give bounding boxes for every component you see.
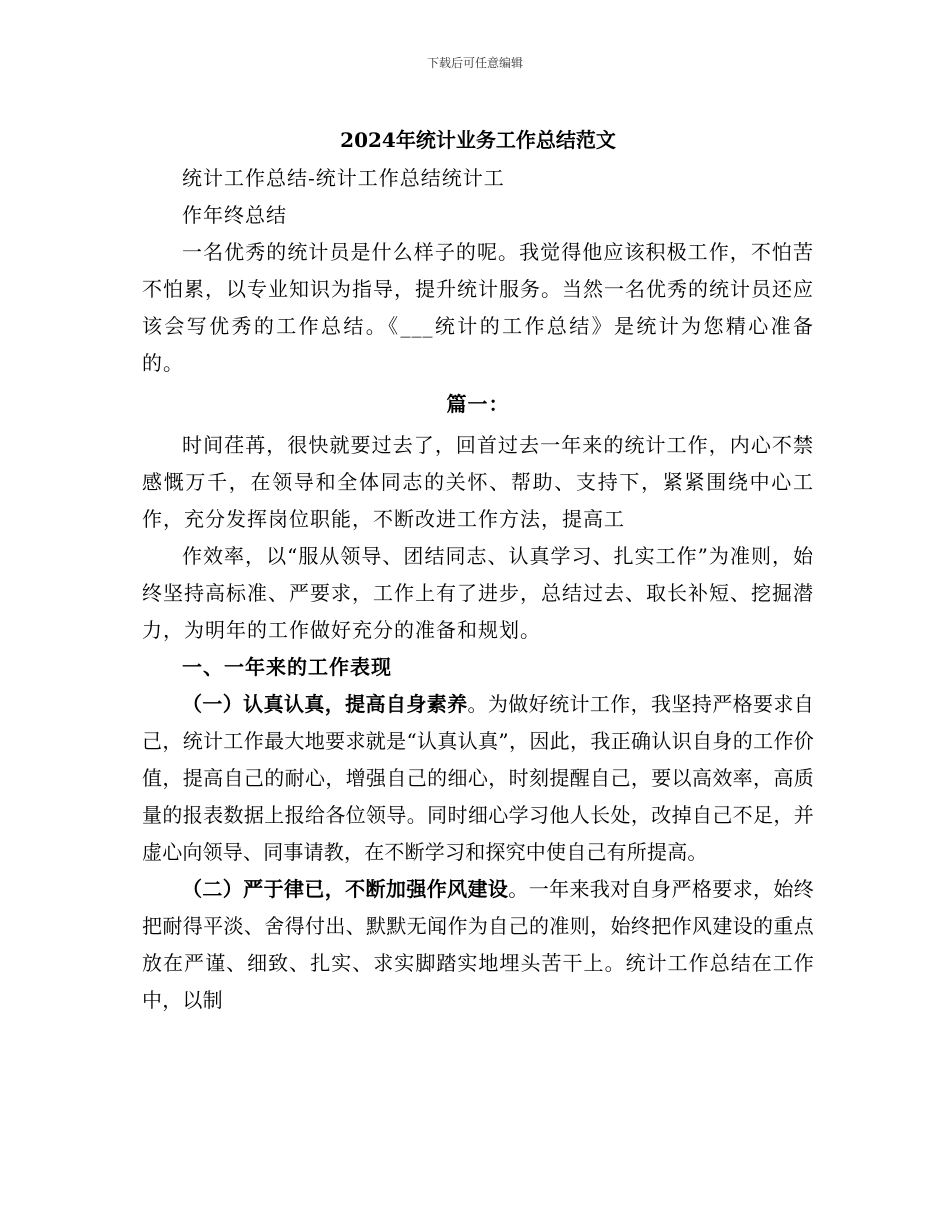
paragraph-1: 时间荏苒，很快就要过去了，回首过去一年来的统计工作，内心不禁感慨万千，在领导和全体同志的关怀、帮助、支持下，紧紧围绕中心工作，充分发挥岗位职能，不断改进工作方法，提高工 [142, 433, 814, 531]
section-heading: 篇一： [446, 392, 510, 416]
paragraph-4 [142, 871, 814, 1019]
paragraph-intro: 一名优秀的统计员是什么样子的呢。我觉得他应该积极工作，不怕苦不怕累，以专业知识为指导，提升统计服务。当然一名优秀的统计员还应该会写优秀的工作总结。《___统计的工作总结》是统计为您精心准备的。 [142, 240, 814, 375]
subheading-work-performance: 一、一年来的工作表现 [182, 655, 392, 679]
paragraph-3-body: 。为做好统计工作，我坚持严格要求自己，统计工作最大地要求就是“认真认真”，因此，我正确认识自身的工作价值，提高自己的耐心，增强自己的细心，时刻提醒自己，要以高效率，高质量的报表数据上报给各位领导。同时细心学习他人长处，改掉自己不足，并虚心向领导、同事请教，在不断学习和探究中使自己有所提高。 [142, 692, 814, 864]
paragraph-subtitle-1: 统计工作总结-统计工作总结统计工 [182, 166, 505, 190]
paragraph-subtitle-2: 作年终总结 [182, 203, 287, 227]
document-body [142, 120, 814, 1019]
paragraph-3 [142, 686, 814, 871]
paragraph-4-body: 。一年来我对自身严格要求，始终把耐得平淡、舍得付出、默默无闻作为自己的准则，始终把作风建设的重点放在严谨、细致、扎实、求实脚踏实地埋头苦干上。统计工作总结在工作中，以制 [142, 877, 815, 1012]
page-header-note: 下载后可任意编辑 [426, 56, 523, 70]
paragraph-4-lead: （二）严于律已，不断加强作风建设 [182, 877, 509, 901]
paragraph-2: 作效率，以“服从领导、团结同志、认真学习、扎实工作”为准则，始终坚持高标准、严要求，工作上有了进步，总结过去、取长补短、挖掘潜力，为明年的工作做好充分的准备和规划。 [142, 544, 814, 642]
document-title: 2024年统计业务工作总结范文 [340, 128, 616, 152]
paragraph-3-lead: （一）认真认真，提高自身素养 [182, 692, 468, 716]
